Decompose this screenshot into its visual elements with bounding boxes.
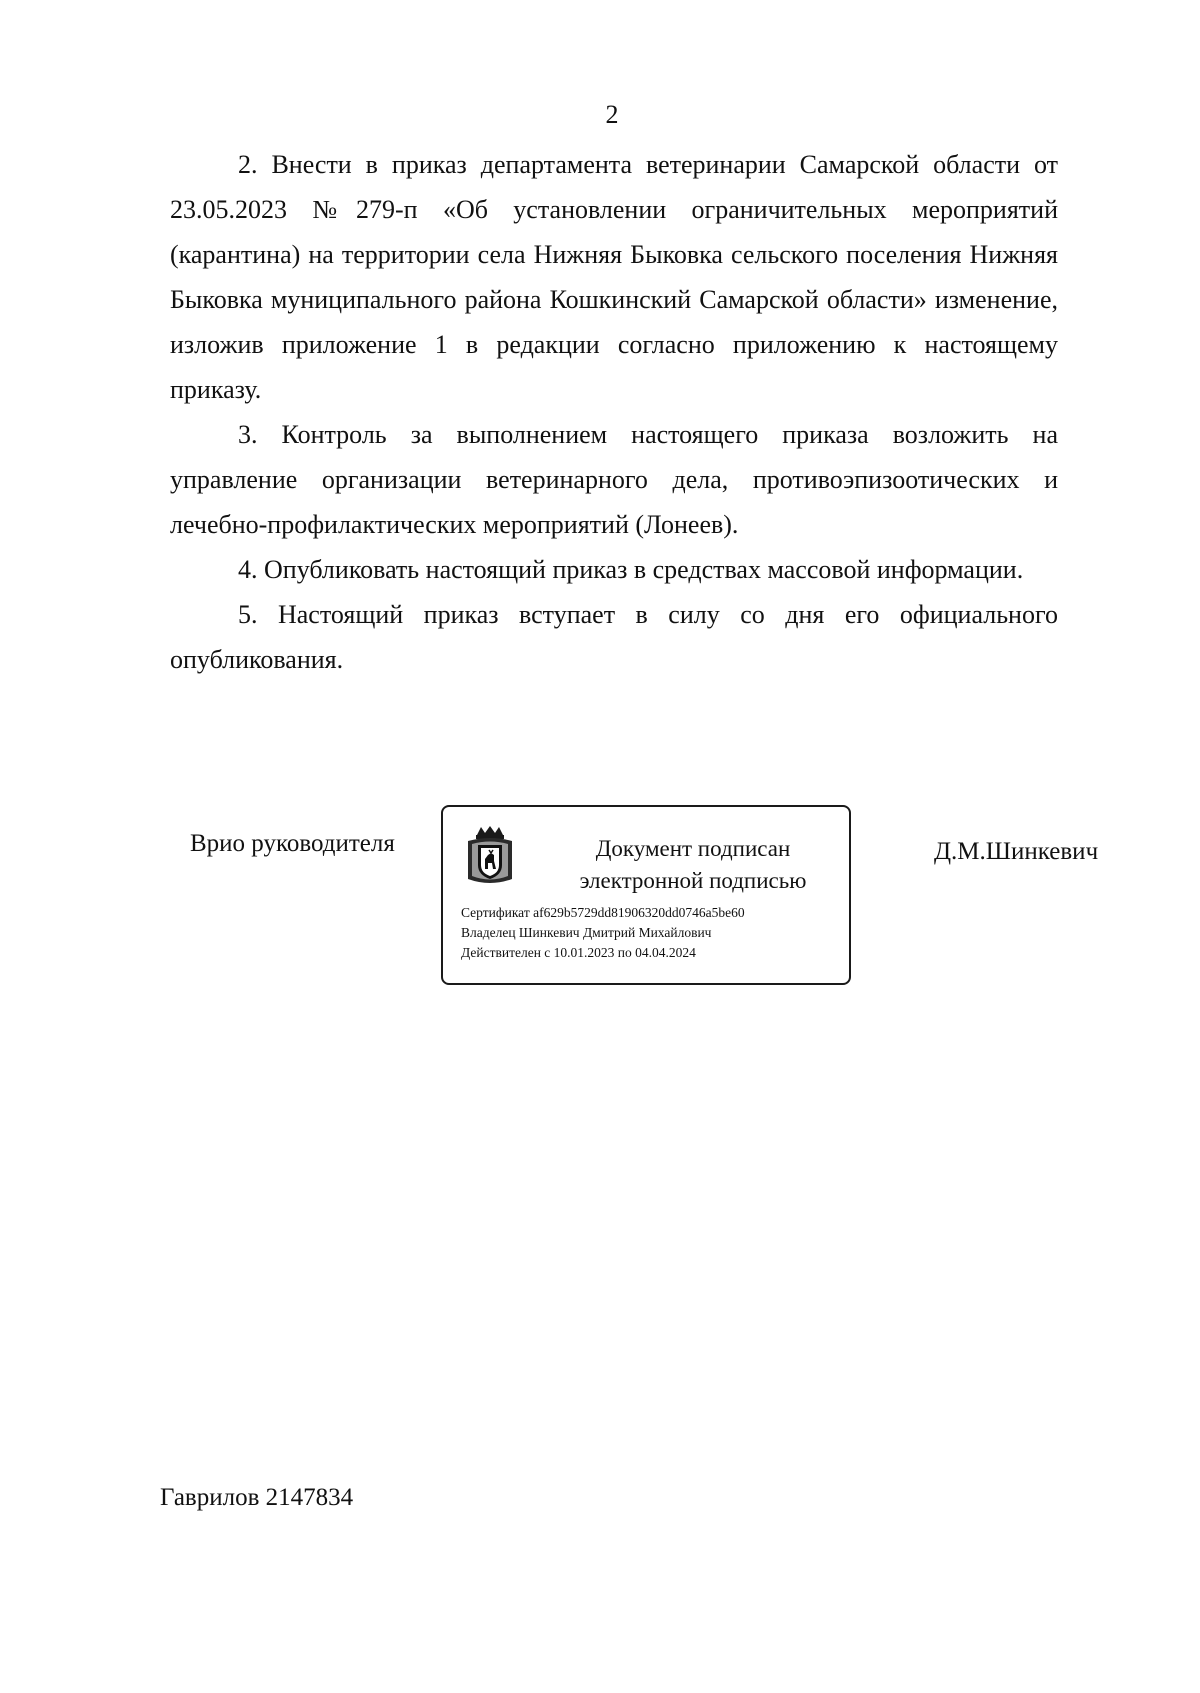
signatory-name: Д.М.Шинкевич <box>934 838 1099 865</box>
stamp-title-line-1: Документ подписан <box>595 836 791 861</box>
certificate-number: Сертификат af629b5729dd81906320dd0746a5be60 <box>461 905 745 920</box>
certificate-validity: Действителен с 10.01.2023 по 04.04.2024 <box>461 945 696 960</box>
executor-note: Гаврилов 2147834 <box>160 1484 354 1511</box>
certificate-owner: Владелец Шинкевич Дмитрий Михайлович <box>461 925 712 940</box>
stamp-title <box>553 833 833 897</box>
paragraph-5: 5. Настоящий приказ вступает в силу со дня его официального опубликования. <box>170 600 1058 674</box>
order-body <box>170 142 1058 682</box>
paragraph-3: 3. Контроль за выполнением настоящего приказа возложить на управление организации ветеринарного дела, противоэпизоотических и лечебно-профилактических мероприятий (Лонеев). <box>170 420 1058 539</box>
page-number: 2 <box>605 100 619 129</box>
stamp-details <box>461 903 841 963</box>
samara-coat-of-arms-icon <box>465 825 515 887</box>
signatory-position: Врио руководителя <box>190 830 395 857</box>
paragraph-2: 2. Внести в приказ департамента ветеринарии Самарской области от 23.05.2023 №279-п «Об установлении ограничительных мероприятий (карантина) на территории села Нижняя Быковка сельского поселения Нижняя Быковка муниципального района Кошкинский Самарской области» изменение, изложив приложение 1 в редакции согласно приложению к настоящему приказу. <box>170 150 1058 404</box>
stamp-title-line-2: электронной подписью <box>579 868 807 893</box>
electronic-signature-stamp <box>441 805 851 985</box>
paragraph-4: 4. Опубликовать настоящий приказ в средствах массовой информации. <box>238 555 1024 584</box>
